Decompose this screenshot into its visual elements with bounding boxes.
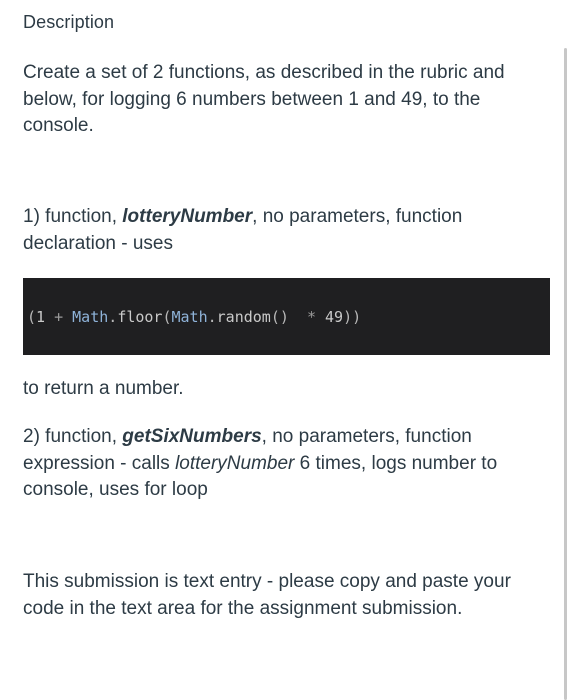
function-1-paragraph <box>23 204 553 257</box>
code-open-paren: ( <box>27 307 37 326</box>
intro-paragraph: Create a set of 2 functions, as described in the rubric and below, for logging 6 numbers between 1 and 49, to the console. <box>23 62 505 136</box>
section-heading: Description <box>23 12 115 32</box>
code-call-parens: () <box>270 307 289 326</box>
submission-paragraph: This submission is text entry - please copy and paste your code in the text area for the assignment submission. <box>23 571 511 619</box>
code-floor: floor <box>117 307 163 326</box>
code-times: * <box>288 307 326 326</box>
code-dot-2: . <box>207 307 217 326</box>
code-block <box>23 278 550 355</box>
function-2-suffix: 6 times, logs number to console, uses for loop <box>23 452 498 500</box>
function-2-paragraph <box>23 424 553 504</box>
code-math-2: Math <box>171 307 208 326</box>
function-2-middle: , no parameters, function expression - calls <box>23 426 472 474</box>
code-random: random <box>216 307 271 326</box>
function-1-name: lotteryNumber <box>122 206 253 227</box>
code-math-1: Math <box>72 307 109 326</box>
code-dot-1: . <box>108 307 118 326</box>
function-1-suffix: , no parameters, function declaration - uses <box>23 206 463 254</box>
scrollbar-thumb[interactable] <box>564 48 567 700</box>
code-number-one: 1 <box>36 307 46 326</box>
code-paren-2: ( <box>162 307 172 326</box>
function-2-call-name: lotteryNumber <box>175 452 295 474</box>
function-2-prefix: 2) function, <box>23 426 123 447</box>
function-2-name: getSixNumbers <box>122 426 262 447</box>
code-plus: + <box>45 307 73 326</box>
function-1-prefix: 1) function, <box>23 206 123 227</box>
code-close-parens: )) <box>343 307 362 326</box>
code-number-49: 49 <box>325 307 344 326</box>
after-code-paragraph: to return a number. <box>23 378 184 399</box>
